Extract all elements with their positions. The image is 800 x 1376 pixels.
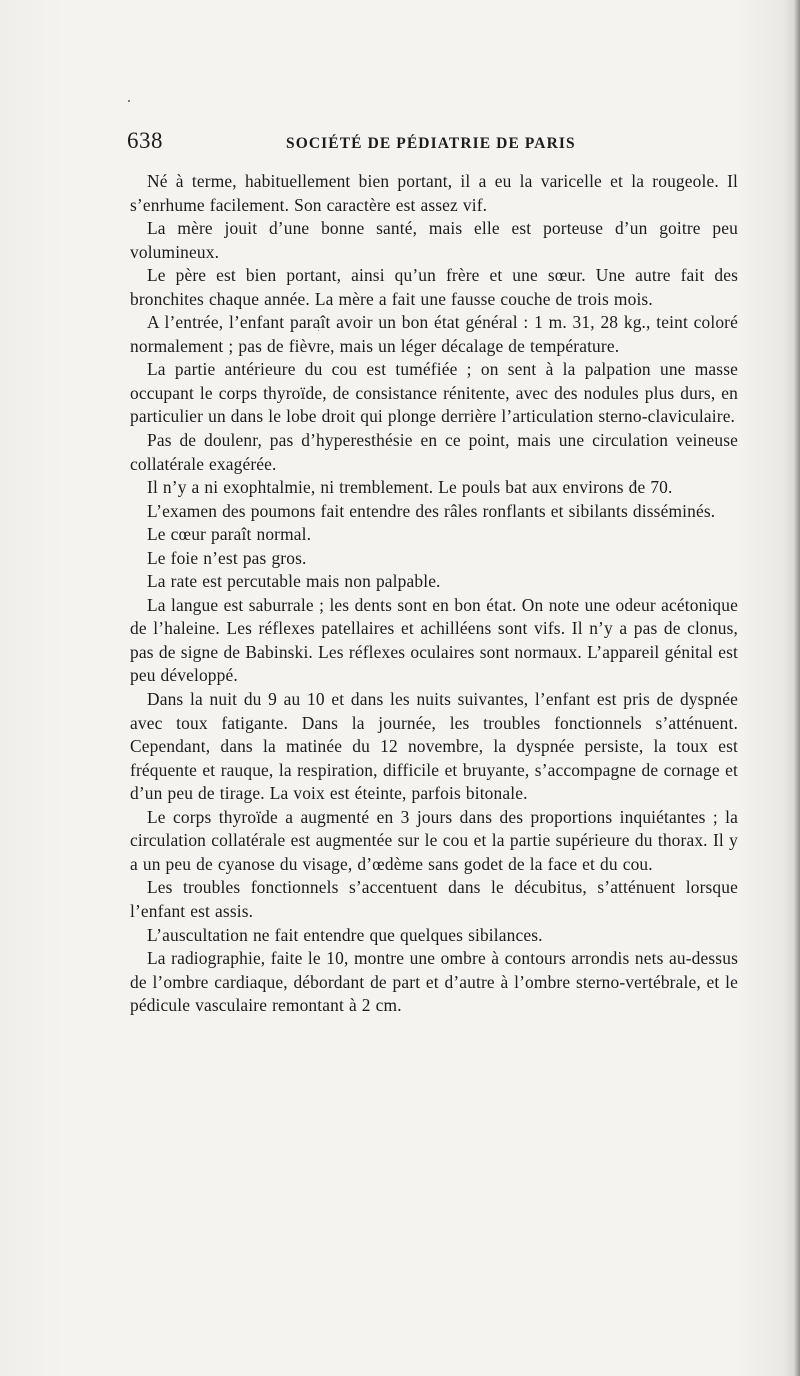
- paragraph: La partie antérieure du cou est tuméfiée ; on sent à la palpation une masse occupant le corps thyroïde, de consistance rénitente, avec des nodules plus durs, en particulier un dans le lobe droit qui plonge derrière l’articulation sterno-claviculaire.: [130, 359, 738, 427]
- paragraph: Le corps thyroïde a augmenté en 3 jours dans des proportions inquiétantes ; la circulation collatérale est augmentée sur le cou et la partie supérieure du thorax. Il y a un peu de cyanose du visage, d’œdème sans godet de la face et du cou.: [130, 806, 738, 874]
- page-edge-shadow: [794, 0, 800, 1376]
- paragraph: Pas de doulenr, pas d’hyperesthésie en ce point, mais une circulation veineuse collatérale exagérée.: [130, 430, 738, 474]
- paragraph: La radiographie, faite le 10, montre une ombre à contours arrondis nets au-dessus de l’ombre cardiaque, débordant de part et d’autre à l’ombre sterno-vertébrale, et le pédicule vasculaire remontant à 2 cm.: [130, 948, 738, 1016]
- running-title: SOCIÉTÉ DE PÉDIATRIE DE PARIS: [286, 135, 576, 152]
- page-header: [127, 128, 735, 160]
- paragraph: Le cœur paraît normal.: [147, 524, 312, 545]
- paragraph: L’auscultation ne fait entendre que quelques sibilances.: [147, 924, 543, 945]
- paragraph: Le père est bien portant, ainsi qu’un frère et une sœur. Une autre fait des bronchites chaque année. La mère a fait une fausse couche de trois mois.: [130, 265, 738, 309]
- paragraph: L’examen des poumons fait entendre des râles ronflants et sibilants disséminés.: [147, 500, 716, 521]
- paragraph: Dans la nuit du 9 au 10 et dans les nuits suivantes, l’enfant est pris de dyspnée avec toux fatigante. Dans la journée, les troubles fonctionnels s’atténuent. Cependant, dans la matinée du 12 novembre, la dyspnée persiste, la toux est fréquente et rauque, la respiration, difficile et bruyante, s’accompagne de cornage et d’un peu de tirage. La voix est éteinte, parfois bitonale.: [130, 689, 738, 804]
- paragraph: Les troubles fonctionnels s’accentuent dans le décubitus, s’atténuent lorsque l’enfant est assis.: [130, 877, 738, 921]
- paragraph: Le foie n’est pas gros.: [147, 547, 307, 568]
- body-text: [130, 170, 738, 1018]
- paragraph: La langue est saburrale ; les dents sont en bon état. On note une odeur acétonique de l’haleine. Les réflexes patellaires et achilléens sont vifs. Il n’y a pas de clonus, pas de signe de Babinski. Les réflexes oculaires sont normaux. L’appareil génital est peu développé.: [130, 594, 738, 686]
- dust-speck: [128, 100, 130, 102]
- paragraph: La mère jouit d’une bonne santé, mais elle est porteuse d’un goitre peu volumineux.: [130, 218, 738, 262]
- paragraph: Né à terme, habituellement bien portant, il a eu la varicelle et la rougeole. Il s’enrhume facilement. Son caractère est assez vif.: [130, 171, 738, 215]
- page-number: 638: [127, 128, 163, 153]
- paragraph: La rate est percutable mais non palpable.: [147, 571, 441, 592]
- paragraph: Il n’y a ni exophtalmie, ni tremblement. Le pouls bat aux environs de 70.: [147, 477, 673, 498]
- paragraph: A l’entrée, l’enfant paraît avoir un bon état général : 1 m. 31, 28 kg., teint coloré normalement ; pas de fièvre, mais un léger décalage de température.: [130, 312, 738, 356]
